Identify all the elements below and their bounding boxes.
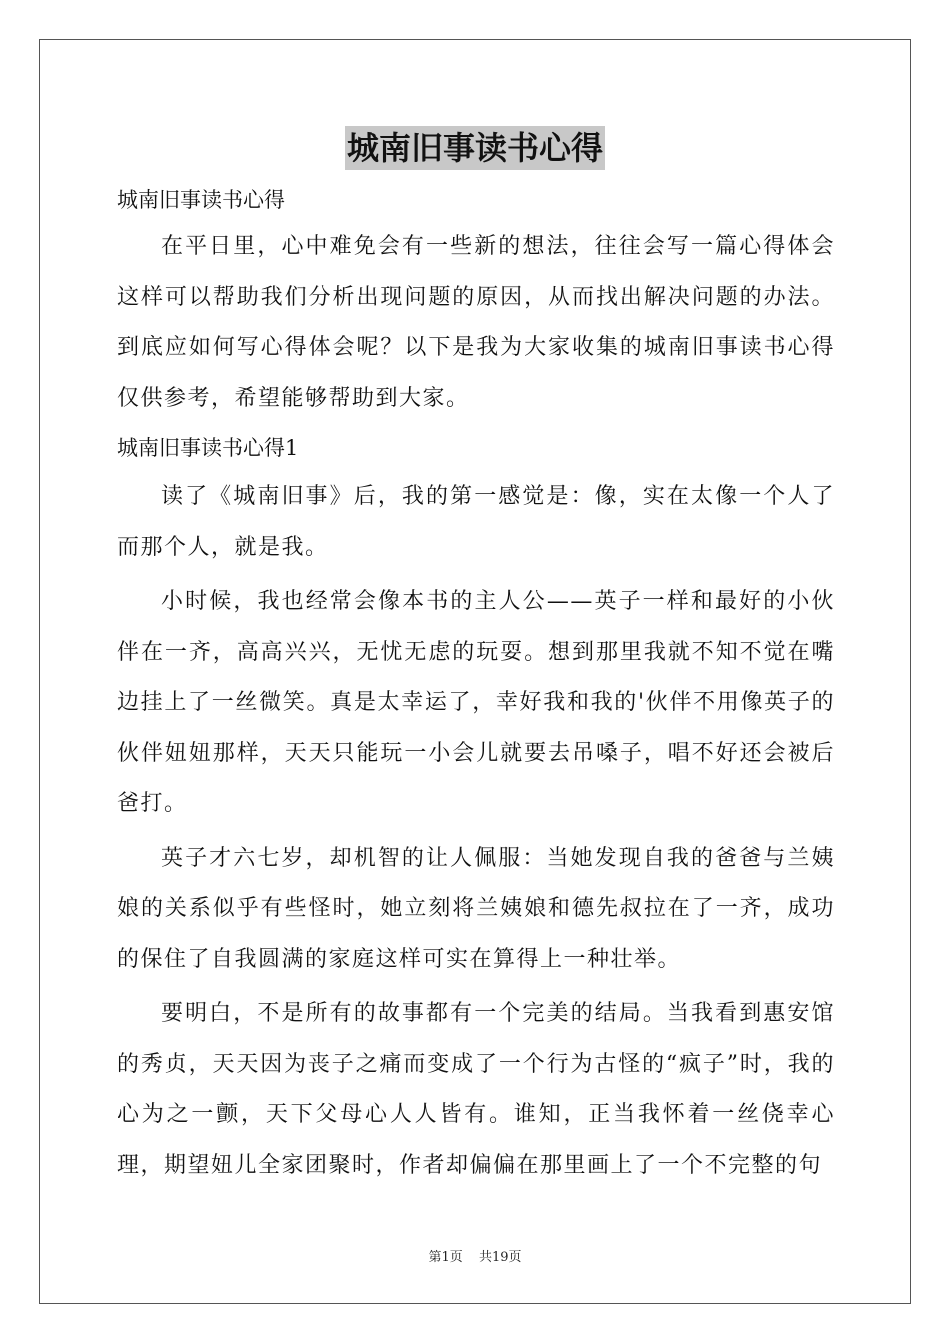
page-total: 共19页: [478, 1250, 522, 1265]
body-paragraph: 小时候，我也经常会像本书的主人公——英子一样和最好的小伙伴在一齐，高高兴兴，无忧无虑的玩耍。想到那里我就不知不觉在嘴边挂上了一丝微笑。真是太幸运了，幸好我和我的'伙伴不用像英子的伙伴妞妞那样，天天只能玩一小会儿就要去吊嗓子，唱不好还会被后爸打。: [117, 589, 835, 816]
title-container: [0, 126, 950, 170]
section-heading: 城南旧事读书心得1: [117, 436, 299, 460]
page-number: 第1页: [428, 1250, 463, 1265]
body-paragraph: 读了《城南旧事》后，我的第一感觉是：像，实在太像一个人了而那个人，就是我。: [117, 484, 835, 560]
document-body: [117, 178, 835, 1193]
page-footer: [0, 1246, 950, 1265]
document-subtitle: 城南旧事读书心得: [117, 188, 285, 212]
intro-paragraph: 在平日里，心中难免会有一些新的想法，往往会写一篇心得体会这样可以帮助我们分析出现问题的原因，从而找出解决问题的办法。到底应如何写心得体会呢？以下是我为大家收集的城南旧事读书心得仅供参考，希望能够帮助到大家。: [117, 234, 835, 411]
body-paragraph: 要明白，不是所有的故事都有一个完美的结局。当我看到惠安馆的秀贞，天天因为丧子之痛而变成了一个行为古怪的“疯子”时，我的心为之一颤，天下父母心人人皆有。谁知，正当我怀着一丝侥幸心理，期望妞儿全家团聚时，作者却偏偏在那里画上了一个不完整的句: [117, 1001, 835, 1178]
body-paragraph: 英子才六七岁，却机智的让人佩服：当她发现自我的爸爸与兰姨娘的关系似乎有些怪时，她立刻将兰姨娘和德先叔拉在了一齐，成功的保住了自我圆满的家庭这样可实在算得上一种壮举。: [117, 845, 835, 972]
document-title: 城南旧事读书心得: [345, 126, 605, 170]
